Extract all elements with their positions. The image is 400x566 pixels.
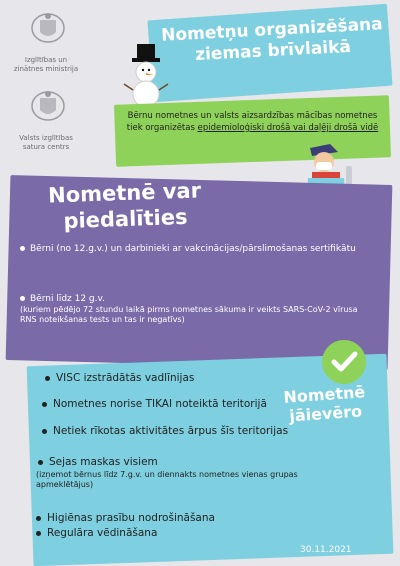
coat-of-arms-logo-ministry <box>28 10 68 46</box>
bullet <box>45 376 50 381</box>
bullet <box>42 402 47 407</box>
checkmark-icon <box>322 340 366 384</box>
participation-item-2: Bērni līdz 12 g.v. <box>20 293 380 305</box>
observe-item-3: Netiek rīkotas aktivitātes ārpus šīs teritorijas <box>42 425 342 438</box>
intro-text: Bērnu nometnes un valsts aizsardzības mācības nometnes tiek organizētas epidemioloģiski drošā vai daļēji drošā vidē <box>126 111 379 133</box>
bullet <box>36 516 41 521</box>
date: 30.11.2021 <box>300 545 352 555</box>
participation-item-2-note: (kuriem pēdējo 72 stundu laikā pirms nometnes sākuma ir veikts SARS-CoV-2 vīrusa RNS noteikšanas tests un tas ir negatīvs) <box>20 305 358 324</box>
bullet <box>42 429 47 434</box>
bullet <box>38 460 43 465</box>
observe-item-1: VISC izstrādātās vadlīnijas <box>45 372 275 385</box>
observe-heading: Nometnē jāievēro <box>282 382 366 426</box>
ministry-name: Izglītības un zinātnes ministrija <box>13 56 79 73</box>
coat-of-arms-logo-visc <box>28 88 68 124</box>
page-title: Nometņu organizēšana ziemas brīvlaikā <box>160 14 384 66</box>
observe-item-6: Regulāra vēdināšana <box>36 527 336 540</box>
observe-item-4: Sejas maskas visiem <box>38 456 338 469</box>
bullet <box>20 296 25 301</box>
observe-item-4-note: (izņemot bērnus līdz 7.g.v. un diennakts nometnes vienas grupas apmeklētājus) <box>36 470 298 489</box>
observe-item-5: Higiēnas prasību nodrošināšana <box>36 512 336 525</box>
participation-item-1: Bērni (no 12.g.v.) un darbinieki ar vakcinācijas/pārslimošanas sertifikātu <box>20 243 380 255</box>
bullet <box>20 246 25 251</box>
snowman-icon <box>122 44 170 108</box>
intro-underlined: epidemioloģiski drošā vai daļēji drošā vidē <box>197 123 379 133</box>
observe-item-2: Nometnes norise TIKAI noteiktā teritorijā <box>42 398 282 411</box>
participation-heading: Nometnē var piedalīties <box>47 178 202 234</box>
visc-name: Valsts izglītības satura centrs <box>19 134 73 151</box>
bullet <box>36 531 41 536</box>
